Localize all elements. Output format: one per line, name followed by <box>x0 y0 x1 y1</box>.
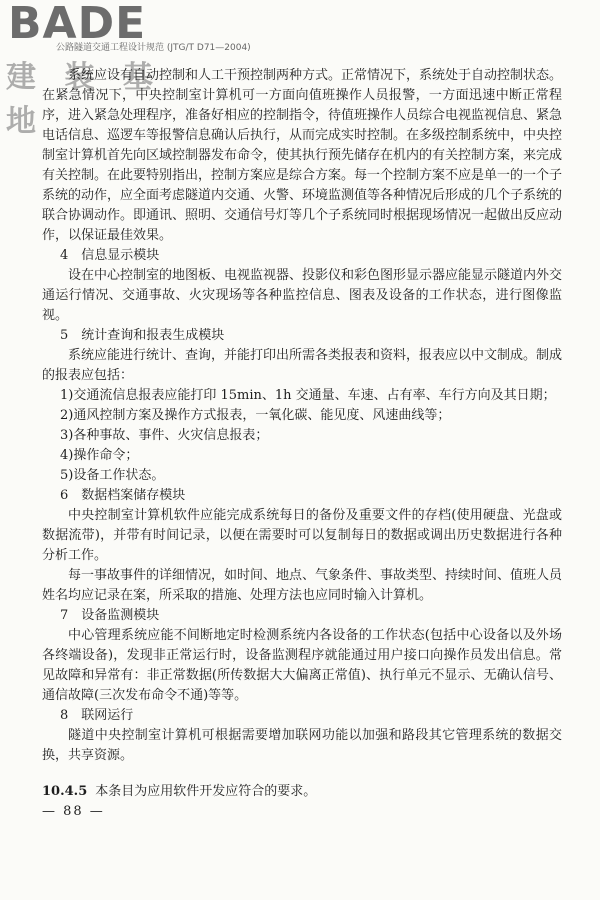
list-item: 1)交通流信息报表应能打印 15min、1h 交通量、车速、占有率、车行方向及其日期； <box>60 388 556 403</box>
paragraph-data-archive: 中央控制室计算机软件应能完成系统每日的备份及重要文件的存档(使用硬盘、光盘或数据流带)，并带有时间记录，以便在需要时可以复制每日的数据或调出历史数据进行各种分析工作。 <box>42 508 562 563</box>
heading-info-display: 4 信息显示模块 <box>60 248 160 263</box>
section-gap <box>42 766 562 782</box>
paragraph-device-monitoring: 中心管理系统应能不间断地定时检测系统内各设备的工作状态(包括中心设备以及外场各终端设备)，发现非正常运行时，设备监测程序就能通过用户接口向操作员发出信息。常见故障和异常有：非正常数据(所传数据大大偏离正常值)、执行单元不显示、无确认信号、通信故障(三次发布命令不通)等等。 <box>42 628 562 703</box>
running-header: 公路隧道交通工程设计规范 (JTG/T D71—2004) <box>56 43 251 53</box>
list-item: 5)设备工作状态。 <box>60 468 165 483</box>
list-item: 2)通风控制方案及操作方式报表，一氧化碳、能见度、风速曲线等； <box>60 408 451 423</box>
paragraph-info-display: 设在中心控制室的地图板、电视监视器、投影仪和彩色图形显示器应能显示隧道内外交通运行情况、交通事故、火灾现场等各种监控信息、图表及设备的工作状态，进行图像监视。 <box>42 268 563 323</box>
clause-number: 10.4.5 <box>42 784 88 799</box>
paragraph-network: 隧道中央控制室计算机可根据需要增加联网功能以加强和路段其它管理系统的数据交换，共享资源。 <box>42 728 562 763</box>
paragraph-statistics: 系统应能进行统计、查询，并能打印出所需各类报表和资料，报表应以中文制成。制成的报表应包括： <box>42 348 563 383</box>
document-body <box>42 66 562 822</box>
heading-device-monitoring: 7 设备监测模块 <box>60 608 160 623</box>
paragraph-incident-log: 每一事故事件的详细情况，如时间、地点、气象条件、事故类型、持续时间、值班人员姓名均应记录在案，所采取的措施、处理方法也应同时输入计算机。 <box>42 568 563 603</box>
clause-10-4-5 <box>42 782 562 802</box>
heading-statistics: 5 统计查询和报表生成模块 <box>60 328 225 343</box>
paragraph-control-modes: 系统应设有自动控制和人工干预控制两种方式。正常情况下，系统处于自动控制状态。在紧急情况下，中央控制室计算机可一方面向值班操作人员报警，一方面迅速中断正常程序，进入紧急处理程序，准备好相应的控制指令，待值班操作人员综合电视监视信息、紧急电话信息、巡逻车等报警信息确认后执行，从而完成实时控制。在多级控制系统中，中央控制室计算机首先向区域控制器发布命令，使其执行预先储存在机内的有关控制方案，来完成有关控制。在此要特别指出，控制方案应是综合方案。每一个控制方案不应是单一的一个子系统的动作，应全面考虑隧道内交通、火警、环境监测值等各种情况后形成的几个子系统的联合协调动作。即通讯、照明、交通信号灯等几个子系统同时根据现场情况一起做出反应动作，以保证最佳效果。 <box>42 68 563 243</box>
logo-brand: BADE <box>8 0 147 49</box>
heading-data-archive: 6 数据档案储存模块 <box>60 488 186 503</box>
heading-network: 8 联网运行 <box>60 708 134 723</box>
logo-subtitle: 建 装 基 地 <box>6 60 162 139</box>
list-item: 3)各种事故、事件、火灾信息报表； <box>60 428 269 443</box>
clause-text: 本条目为应用软件开发应符合的要求。 <box>95 784 317 799</box>
list-item: 4)操作命令； <box>60 448 139 463</box>
page-number: — 88 — <box>42 804 105 819</box>
